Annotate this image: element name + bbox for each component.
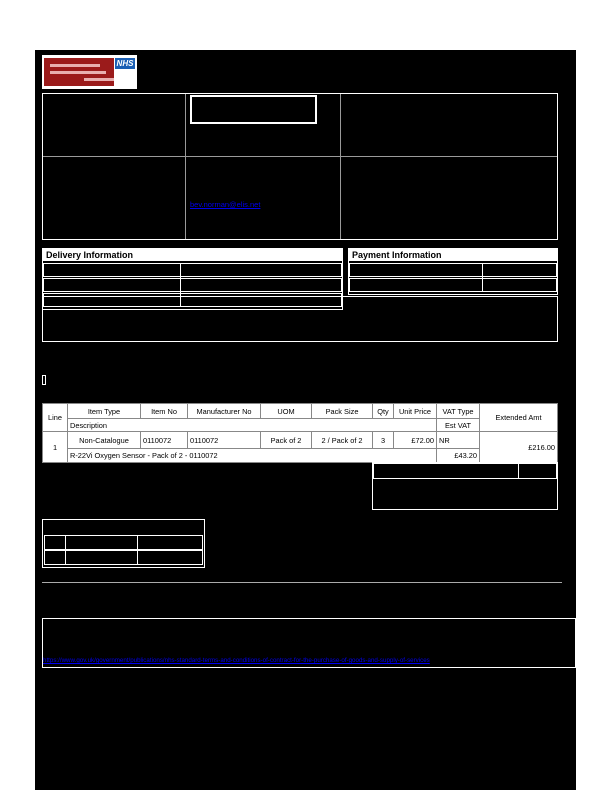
header-divider-1 [185,94,186,239]
notes-block [42,296,558,342]
item-vat-type: NR [437,432,480,449]
logo-text-line-2 [50,71,106,74]
totals-col-divider [518,463,519,479]
table-row [43,432,558,449]
section-marker [42,375,46,385]
header-divider-2 [340,94,341,239]
delivery-row-2 [43,278,342,292]
section-rule [42,582,562,583]
order-items-table [42,403,558,463]
payment-info-title: Payment Information [349,249,557,261]
approval-col-divider-1 [65,535,66,565]
col-extended-amt: Extended Amt [480,404,558,432]
col-vat-type: VAT Type [437,404,480,419]
header-divider-row [43,156,557,157]
nhs-badge: NHS [116,59,134,68]
payment-row-1 [349,263,557,277]
totals-row [373,463,557,479]
delivery-info-title: Delivery Information [43,249,342,261]
col-pack-size: Pack Size [312,404,373,419]
terms-link[interactable]: https://www.gov.uk/government/publications/nhs-standard-terms-and-conditions-of-contract-for-the-purchase-of-goods-and-supply-of-services [43,657,430,664]
order-number-box [190,95,317,124]
item-uom: Pack of 2 [261,432,312,449]
item-pack-size: 2 / Pack of 2 [312,432,373,449]
item-line: 1 [43,432,68,463]
item-manufacturer-no: 0110072 [188,432,261,449]
payment-col-divider [482,263,483,292]
logo-text-line-3 [84,78,114,81]
item-extended-amt: £216.00 [480,432,558,463]
col-unit-price: Unit Price [394,404,437,419]
col-line: Line [43,404,68,432]
item-description: R-22Vi Oxygen Sensor - Pack of 2 - 0110072 [68,448,437,462]
logo-text-line-1 [50,64,100,67]
item-type: Non-Catalogue [68,432,141,449]
item-est-vat: £43.20 [437,448,480,462]
approval-row-1 [44,535,203,550]
col-uom: UOM [261,404,312,419]
col-description: Description [68,419,437,432]
logo-banner [44,58,114,86]
col-est-vat: Est VAT [437,419,480,432]
col-item-type: Item Type [68,404,141,419]
approval-col-divider-2 [137,535,138,565]
col-manufacturer-no: Manufacturer No [188,404,261,419]
delivery-row-1 [43,263,342,277]
item-no: 0110072 [141,432,188,449]
approval-row-2 [44,550,203,565]
items-header-row [43,404,558,419]
item-qty: 3 [373,432,394,449]
trust-logo [42,55,137,89]
col-item-no: Item No [141,404,188,419]
supplier-email-link[interactable]: bev.norman@elis.net [190,200,261,209]
payment-row-2 [349,278,557,292]
item-unit-price: £72.00 [394,432,437,449]
col-qty: Qty [373,404,394,419]
